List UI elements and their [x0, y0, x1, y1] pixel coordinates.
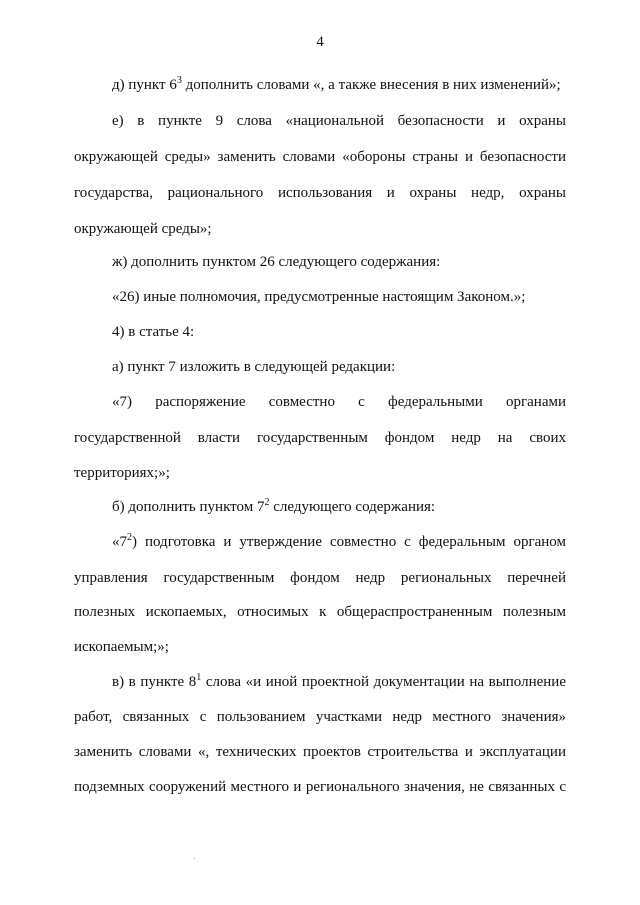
- text-line: ж) дополнить пунктом 26 следующего содержания:: [112, 254, 441, 270]
- text-fragment: дополнить словами «, а также внесения в них изменений»;: [181, 77, 561, 93]
- text-line: заменить словами «, технических проектов строительства и эксплуатации: [74, 744, 566, 760]
- text-line: [112, 497, 566, 517]
- text-line: окружающей среды»;: [74, 221, 212, 237]
- text-line: ископаемым;»;: [74, 639, 169, 655]
- text-line: [112, 75, 566, 95]
- superscript: 2: [264, 497, 270, 508]
- text-fragment: «7: [112, 534, 127, 550]
- text-line: государственной власти государственным фондом недр на своих: [74, 430, 566, 446]
- superscript: 1: [196, 672, 202, 683]
- text-fragment: б) дополнить пунктом 7: [112, 499, 265, 515]
- text-line: [112, 672, 566, 692]
- text-line: государства, рационального использования и охраны недр, охраны: [74, 185, 566, 201]
- text-fragment: ) подготовка и утверждение совместно с федеральным органом: [132, 534, 566, 550]
- text-line: 4) в статье 4:: [112, 324, 195, 340]
- text-line: управления государственным фондом недр региональных перечней: [74, 570, 566, 586]
- text-fragment: в) в пункте 8: [112, 674, 197, 690]
- superscript: 2: [127, 532, 132, 543]
- text-line: полезных ископаемых, относимых к общераспространенным полезным: [74, 604, 566, 620]
- superscript: 3: [176, 75, 182, 86]
- text-line: «7) распоряжение совместно с федеральными органами: [112, 394, 566, 410]
- text-line: территориях;»;: [74, 465, 170, 481]
- text-line: подземных сооружений местного и регионального значения, не связанных с: [74, 779, 566, 795]
- text-fragment: д) пункт 6: [112, 77, 177, 93]
- text-line: [112, 532, 566, 552]
- text-fragment: слова «и иной проектной документации на выполнение: [201, 674, 566, 690]
- page-number: 4: [316, 34, 324, 50]
- scan-speck: [194, 858, 195, 859]
- text-line: работ, связанных с пользованием участками недр местного значения»: [74, 709, 566, 725]
- text-line: «26) иные полномочия, предусмотренные настоящим Законом.»;: [112, 289, 526, 305]
- text-fragment: следующего содержания:: [269, 499, 436, 515]
- text-line: а) пункт 7 изложить в следующей редакции:: [112, 359, 396, 375]
- text-line: окружающей среды» заменить словами «обороны страны и безопасности: [74, 149, 566, 165]
- text-line: е) в пункте 9 слова «национальной безопасности и охраны: [112, 113, 566, 129]
